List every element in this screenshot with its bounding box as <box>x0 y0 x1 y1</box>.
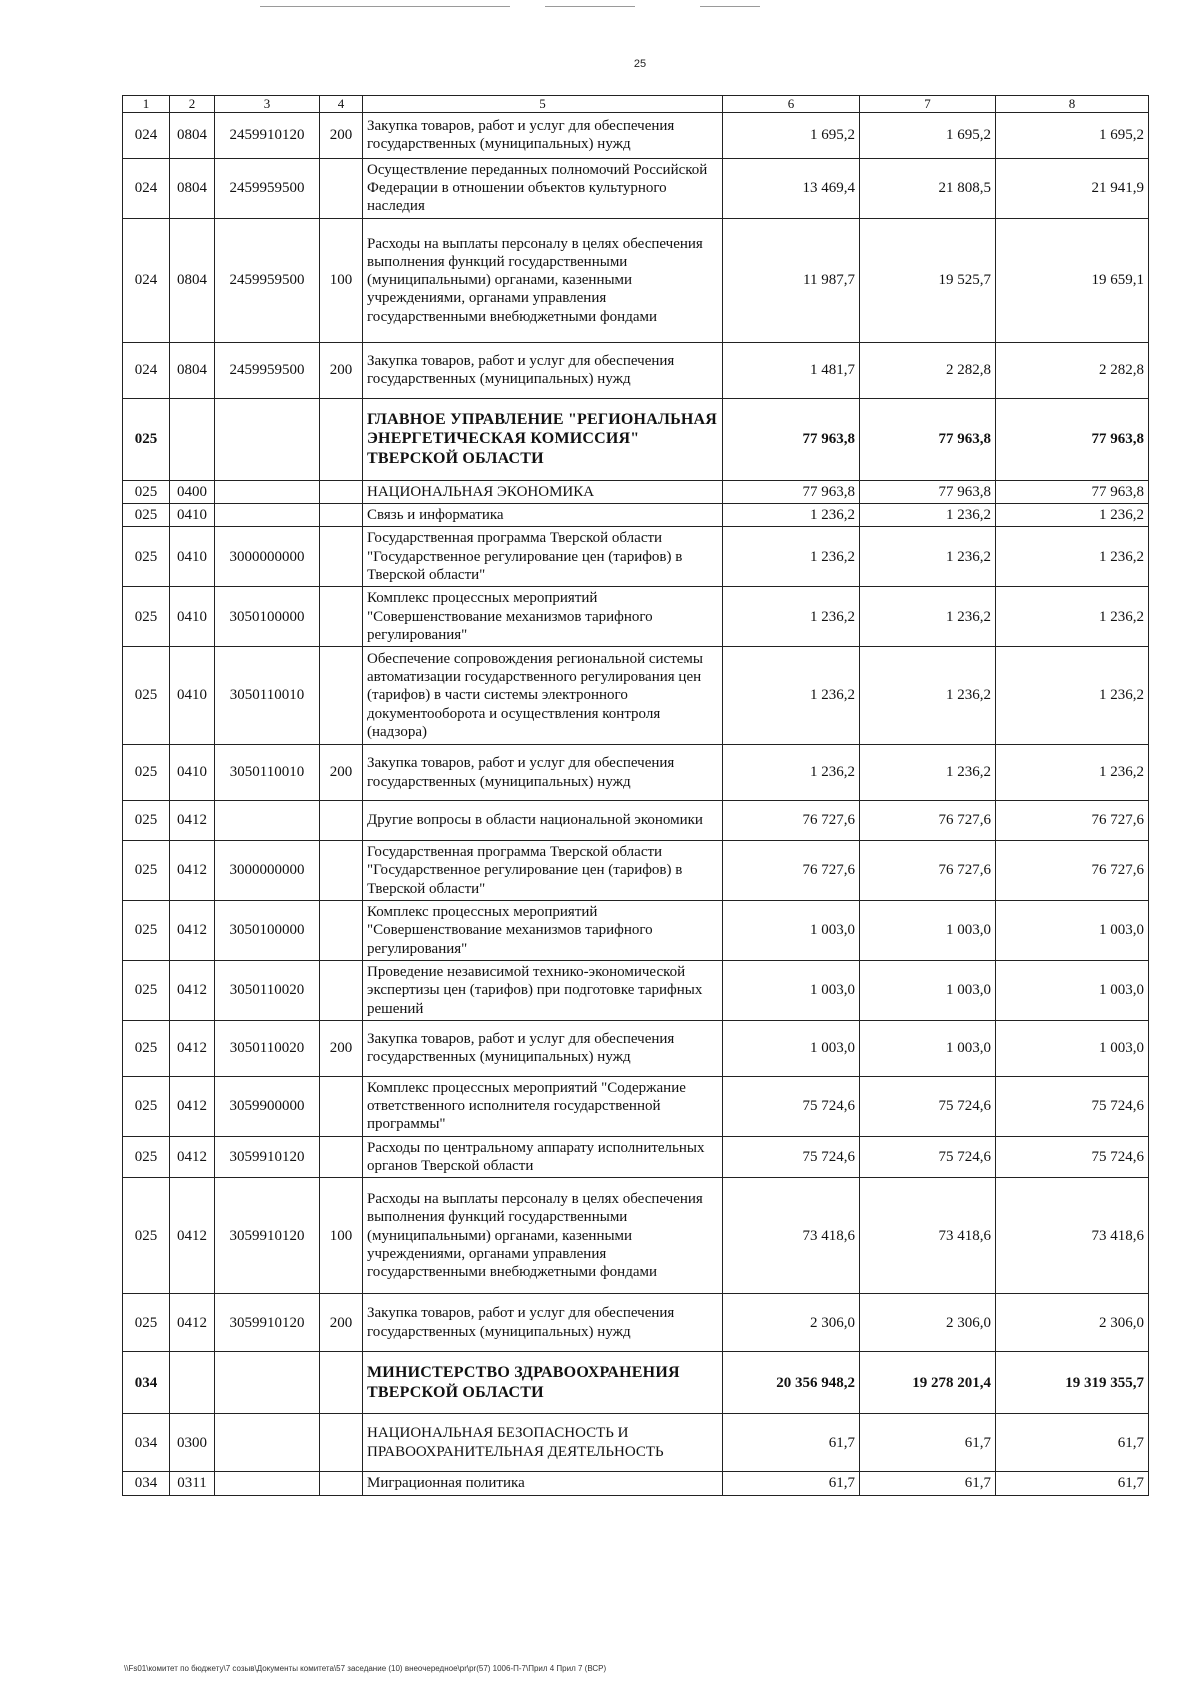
code-section-cell: 0412 <box>170 901 215 961</box>
code-expense-type-cell <box>320 647 363 745</box>
amount-col8-cell: 1 236,2 <box>996 587 1149 647</box>
code-expense-type-cell <box>320 1414 363 1472</box>
amount-col6-cell: 2 306,0 <box>723 1294 860 1352</box>
code-grbs-cell: 025 <box>123 745 170 801</box>
budget-table <box>122 95 1149 1496</box>
amount-col6-cell: 73 418,6 <box>723 1178 860 1294</box>
code-target-article-cell <box>215 1414 320 1472</box>
amount-col8-cell: 2 306,0 <box>996 1294 1149 1352</box>
code-target-article-cell: 2459959500 <box>215 218 320 342</box>
code-section-cell: 0410 <box>170 745 215 801</box>
amount-col6-cell: 20 356 948,2 <box>723 1352 860 1414</box>
column-number: 2 <box>170 96 215 113</box>
table-row <box>123 112 1149 158</box>
code-section-cell: 0410 <box>170 504 215 527</box>
code-grbs-cell: 025 <box>123 587 170 647</box>
code-target-article-cell: 3050110020 <box>215 1020 320 1076</box>
amount-col6-cell: 1 236,2 <box>723 587 860 647</box>
code-expense-type-cell <box>320 1136 363 1178</box>
amount-col6-cell: 1 003,0 <box>723 1020 860 1076</box>
amount-col7-cell: 21 808,5 <box>860 158 996 218</box>
description-cell: Комплекс процессных мероприятий "Содержание ответственного исполнителя государственной программы" <box>363 1076 723 1136</box>
code-section-cell: 0410 <box>170 587 215 647</box>
code-target-article-cell: 2459959500 <box>215 158 320 218</box>
amount-col7-cell: 1 236,2 <box>860 504 996 527</box>
code-target-article-cell <box>215 1352 320 1414</box>
code-grbs-cell: 025 <box>123 1294 170 1352</box>
code-target-article-cell <box>215 398 320 480</box>
code-expense-type-cell <box>320 527 363 587</box>
page-number: 25 <box>633 58 647 70</box>
code-expense-type-cell: 200 <box>320 342 363 398</box>
code-section-cell: 0412 <box>170 801 215 841</box>
amount-col8-cell: 19 659,1 <box>996 218 1149 342</box>
amount-col8-cell: 77 963,8 <box>996 480 1149 503</box>
description-cell: Осуществление переданных полномочий Российской Федерации в отношении объектов культурного наследия <box>363 158 723 218</box>
amount-col6-cell: 1 003,0 <box>723 960 860 1020</box>
code-target-article-cell <box>215 504 320 527</box>
code-section-cell: 0410 <box>170 647 215 745</box>
amount-col6-cell: 1 236,2 <box>723 647 860 745</box>
code-grbs-cell: 034 <box>123 1352 170 1414</box>
footer-file-path: \\Fs01\комитет по бюджету\7 созыв\Документы комитета\57 заседание (10) внеочередное\pr\pr(57) 1006-П-7\Прил 4 Прил 7 (ВСР) <box>124 1664 607 1673</box>
table-row <box>123 218 1149 342</box>
column-number: 7 <box>860 96 996 113</box>
code-grbs-cell: 025 <box>123 801 170 841</box>
amount-col7-cell: 73 418,6 <box>860 1178 996 1294</box>
code-section-cell: 0804 <box>170 112 215 158</box>
description-cell: НАЦИОНАЛЬНАЯ ЭКОНОМИКА <box>363 480 723 503</box>
code-expense-type-cell: 200 <box>320 1020 363 1076</box>
code-expense-type-cell <box>320 801 363 841</box>
column-number: 4 <box>320 96 363 113</box>
column-number: 5 <box>363 96 723 113</box>
code-section-cell: 0311 <box>170 1472 215 1495</box>
description-cell: ГЛАВНОЕ УПРАВЛЕНИЕ "РЕГИОНАЛЬНАЯ ЭНЕРГЕТИЧЕСКАЯ КОМИССИЯ" ТВЕРСКОЙ ОБЛАСТИ <box>363 398 723 480</box>
amount-col6-cell: 1 236,2 <box>723 504 860 527</box>
amount-col6-cell: 1 236,2 <box>723 527 860 587</box>
amount-col7-cell: 1 003,0 <box>860 1020 996 1076</box>
amount-col8-cell: 1 695,2 <box>996 112 1149 158</box>
code-expense-type-cell <box>320 901 363 961</box>
amount-col7-cell: 2 306,0 <box>860 1294 996 1352</box>
table-row <box>123 342 1149 398</box>
code-target-article-cell: 3059910120 <box>215 1178 320 1294</box>
amount-col7-cell: 2 282,8 <box>860 342 996 398</box>
amount-col6-cell: 11 987,7 <box>723 218 860 342</box>
amount-col6-cell: 77 963,8 <box>723 480 860 503</box>
code-section-cell: 0804 <box>170 158 215 218</box>
code-expense-type-cell: 200 <box>320 112 363 158</box>
table-row <box>123 801 1149 841</box>
column-number: 6 <box>723 96 860 113</box>
code-expense-type-cell <box>320 841 363 901</box>
code-section-cell: 0400 <box>170 480 215 503</box>
code-grbs-cell: 025 <box>123 480 170 503</box>
code-grbs-cell: 024 <box>123 158 170 218</box>
description-cell: Закупка товаров, работ и услуг для обеспечения государственных (муниципальных) нужд <box>363 1020 723 1076</box>
table-row <box>123 901 1149 961</box>
code-expense-type-cell <box>320 587 363 647</box>
scan-artifact-line <box>260 6 510 7</box>
amount-col6-cell: 61,7 <box>723 1472 860 1495</box>
code-target-article-cell: 2459910120 <box>215 112 320 158</box>
scan-artifact-line <box>545 6 635 7</box>
amount-col7-cell: 1 003,0 <box>860 901 996 961</box>
table-row <box>123 527 1149 587</box>
description-cell: Комплекс процессных мероприятий "Совершенствование механизмов тарифного регулирования" <box>363 587 723 647</box>
code-target-article-cell: 3050110020 <box>215 960 320 1020</box>
description-cell: Расходы на выплаты персоналу в целях обеспечения выполнения функций государственными (муниципальными) органами, казенными учреждениями, органами управления государственными внебюджетными фондами <box>363 218 723 342</box>
amount-col6-cell: 1 695,2 <box>723 112 860 158</box>
amount-col8-cell: 75 724,6 <box>996 1136 1149 1178</box>
table-row <box>123 1414 1149 1472</box>
code-grbs-cell: 025 <box>123 960 170 1020</box>
amount-col8-cell: 1 236,2 <box>996 647 1149 745</box>
code-target-article-cell: 3000000000 <box>215 527 320 587</box>
code-target-article-cell: 3050110010 <box>215 647 320 745</box>
amount-col7-cell: 76 727,6 <box>860 801 996 841</box>
amount-col8-cell: 1 236,2 <box>996 527 1149 587</box>
amount-col7-cell: 61,7 <box>860 1472 996 1495</box>
amount-col6-cell: 75 724,6 <box>723 1076 860 1136</box>
amount-col8-cell: 21 941,9 <box>996 158 1149 218</box>
code-expense-type-cell <box>320 398 363 480</box>
amount-col8-cell: 19 319 355,7 <box>996 1352 1149 1414</box>
table-row <box>123 398 1149 480</box>
amount-col6-cell: 1 481,7 <box>723 342 860 398</box>
code-grbs-cell: 034 <box>123 1414 170 1472</box>
description-cell: Обеспечение сопровождения региональной системы автоматизации государственного регулирования цен (тарифов) в части системы электронного документооборота и осуществления контроля (надзора) <box>363 647 723 745</box>
table-row <box>123 1020 1149 1076</box>
description-cell: Расходы на выплаты персоналу в целях обеспечения выполнения функций государственными (муниципальными) органами, казенными учреждениями, органами управления государственными внебюджетными фондами <box>363 1178 723 1294</box>
code-target-article-cell: 3050100000 <box>215 901 320 961</box>
amount-col8-cell: 1 236,2 <box>996 745 1149 801</box>
code-expense-type-cell <box>320 480 363 503</box>
amount-col8-cell: 61,7 <box>996 1472 1149 1495</box>
amount-col7-cell: 19 278 201,4 <box>860 1352 996 1414</box>
code-grbs-cell: 034 <box>123 1472 170 1495</box>
column-number: 1 <box>123 96 170 113</box>
column-number-row <box>123 96 1149 113</box>
code-grbs-cell: 024 <box>123 112 170 158</box>
column-number: 3 <box>215 96 320 113</box>
code-target-article-cell: 3059900000 <box>215 1076 320 1136</box>
table-row <box>123 745 1149 801</box>
description-cell: Миграционная политика <box>363 1472 723 1495</box>
table-row <box>123 480 1149 503</box>
code-section-cell: 0804 <box>170 218 215 342</box>
code-expense-type-cell: 200 <box>320 745 363 801</box>
amount-col8-cell: 75 724,6 <box>996 1076 1149 1136</box>
code-grbs-cell: 025 <box>123 527 170 587</box>
table-row <box>123 647 1149 745</box>
description-cell: МИНИСТЕРСТВО ЗДРАВООХРАНЕНИЯ ТВЕРСКОЙ ОБЛАСТИ <box>363 1352 723 1414</box>
code-grbs-cell: 025 <box>123 504 170 527</box>
code-section-cell: 0412 <box>170 1178 215 1294</box>
amount-col7-cell: 19 525,7 <box>860 218 996 342</box>
amount-col6-cell: 1 003,0 <box>723 901 860 961</box>
code-expense-type-cell <box>320 1352 363 1414</box>
amount-col7-cell: 75 724,6 <box>860 1136 996 1178</box>
amount-col7-cell: 76 727,6 <box>860 841 996 901</box>
table-row <box>123 1294 1149 1352</box>
code-expense-type-cell <box>320 1472 363 1495</box>
code-target-article-cell <box>215 480 320 503</box>
code-grbs-cell: 025 <box>123 398 170 480</box>
table-row <box>123 504 1149 527</box>
amount-col8-cell: 1 003,0 <box>996 960 1149 1020</box>
amount-col6-cell: 75 724,6 <box>723 1136 860 1178</box>
code-grbs-cell: 025 <box>123 901 170 961</box>
code-target-article-cell: 2459959500 <box>215 342 320 398</box>
code-target-article-cell: 3050110010 <box>215 745 320 801</box>
code-grbs-cell: 024 <box>123 218 170 342</box>
amount-col7-cell: 1 236,2 <box>860 745 996 801</box>
code-section-cell: 0300 <box>170 1414 215 1472</box>
table-body <box>123 96 1149 1496</box>
code-grbs-cell: 025 <box>123 1136 170 1178</box>
code-expense-type-cell: 200 <box>320 1294 363 1352</box>
amount-col7-cell: 61,7 <box>860 1414 996 1472</box>
description-cell: Закупка товаров, работ и услуг для обеспечения государственных (муниципальных) нужд <box>363 342 723 398</box>
code-target-article-cell: 3059910120 <box>215 1294 320 1352</box>
code-section-cell: 0412 <box>170 1076 215 1136</box>
table-row <box>123 1178 1149 1294</box>
table-row <box>123 158 1149 218</box>
amount-col8-cell: 76 727,6 <box>996 801 1149 841</box>
amount-col8-cell: 77 963,8 <box>996 398 1149 480</box>
description-cell: Расходы по центральному аппарату исполнительных органов Тверской области <box>363 1136 723 1178</box>
amount-col7-cell: 1 236,2 <box>860 647 996 745</box>
amount-col7-cell: 1 236,2 <box>860 587 996 647</box>
code-section-cell: 0412 <box>170 1294 215 1352</box>
amount-col6-cell: 76 727,6 <box>723 801 860 841</box>
description-cell: Закупка товаров, работ и услуг для обеспечения государственных (муниципальных) нужд <box>363 1294 723 1352</box>
amount-col8-cell: 1 236,2 <box>996 504 1149 527</box>
code-section-cell: 0412 <box>170 1020 215 1076</box>
code-grbs-cell: 025 <box>123 647 170 745</box>
code-target-article-cell <box>215 1472 320 1495</box>
amount-col6-cell: 77 963,8 <box>723 398 860 480</box>
scan-artifact-line <box>700 6 760 7</box>
description-cell: Другие вопросы в области национальной экономики <box>363 801 723 841</box>
code-expense-type-cell <box>320 504 363 527</box>
description-cell: Комплекс процессных мероприятий "Совершенствование механизмов тарифного регулирования" <box>363 901 723 961</box>
description-cell: Государственная программа Тверской области "Государственное регулирование цен (тарифов) в Тверской области" <box>363 527 723 587</box>
code-target-article-cell: 3000000000 <box>215 841 320 901</box>
description-cell: НАЦИОНАЛЬНАЯ БЕЗОПАСНОСТЬ И ПРАВООХРАНИТЕЛЬНАЯ ДЕЯТЕЛЬНОСТЬ <box>363 1414 723 1472</box>
code-target-article-cell: 3059910120 <box>215 1136 320 1178</box>
code-section-cell <box>170 1352 215 1414</box>
code-grbs-cell: 025 <box>123 1020 170 1076</box>
code-section-cell: 0412 <box>170 960 215 1020</box>
table-row <box>123 1352 1149 1414</box>
amount-col6-cell: 76 727,6 <box>723 841 860 901</box>
amount-col7-cell: 1 236,2 <box>860 527 996 587</box>
code-expense-type-cell: 100 <box>320 218 363 342</box>
amount-col8-cell: 76 727,6 <box>996 841 1149 901</box>
code-section-cell <box>170 398 215 480</box>
code-expense-type-cell: 100 <box>320 1178 363 1294</box>
amount-col8-cell: 73 418,6 <box>996 1178 1149 1294</box>
code-section-cell: 0412 <box>170 841 215 901</box>
code-grbs-cell: 025 <box>123 1178 170 1294</box>
amount-col6-cell: 1 236,2 <box>723 745 860 801</box>
table-row <box>123 841 1149 901</box>
code-grbs-cell: 024 <box>123 342 170 398</box>
code-expense-type-cell <box>320 960 363 1020</box>
code-section-cell: 0412 <box>170 1136 215 1178</box>
description-cell: Государственная программа Тверской области "Государственное регулирование цен (тарифов) в Тверской области" <box>363 841 723 901</box>
amount-col8-cell: 1 003,0 <box>996 901 1149 961</box>
description-cell: Проведение независимой технико-экономической экспертизы цен (тарифов) при подготовке тарифных решений <box>363 960 723 1020</box>
amount-col6-cell: 61,7 <box>723 1414 860 1472</box>
description-cell: Закупка товаров, работ и услуг для обеспечения государственных (муниципальных) нужд <box>363 745 723 801</box>
table-row <box>123 1136 1149 1178</box>
table-row <box>123 587 1149 647</box>
code-grbs-cell: 025 <box>123 1076 170 1136</box>
table-row <box>123 1472 1149 1495</box>
amount-col7-cell: 77 963,8 <box>860 480 996 503</box>
amount-col6-cell: 13 469,4 <box>723 158 860 218</box>
code-section-cell: 0804 <box>170 342 215 398</box>
code-expense-type-cell <box>320 158 363 218</box>
code-target-article-cell <box>215 801 320 841</box>
amount-col7-cell: 77 963,8 <box>860 398 996 480</box>
code-section-cell: 0410 <box>170 527 215 587</box>
table-row <box>123 1076 1149 1136</box>
table-row <box>123 960 1149 1020</box>
amount-col8-cell: 2 282,8 <box>996 342 1149 398</box>
amount-col8-cell: 61,7 <box>996 1414 1149 1472</box>
code-expense-type-cell <box>320 1076 363 1136</box>
description-cell: Связь и информатика <box>363 504 723 527</box>
description-cell: Закупка товаров, работ и услуг для обеспечения государственных (муниципальных) нужд <box>363 112 723 158</box>
amount-col7-cell: 75 724,6 <box>860 1076 996 1136</box>
column-number: 8 <box>996 96 1149 113</box>
code-target-article-cell: 3050100000 <box>215 587 320 647</box>
code-grbs-cell: 025 <box>123 841 170 901</box>
amount-col8-cell: 1 003,0 <box>996 1020 1149 1076</box>
amount-col7-cell: 1 695,2 <box>860 112 996 158</box>
amount-col7-cell: 1 003,0 <box>860 960 996 1020</box>
